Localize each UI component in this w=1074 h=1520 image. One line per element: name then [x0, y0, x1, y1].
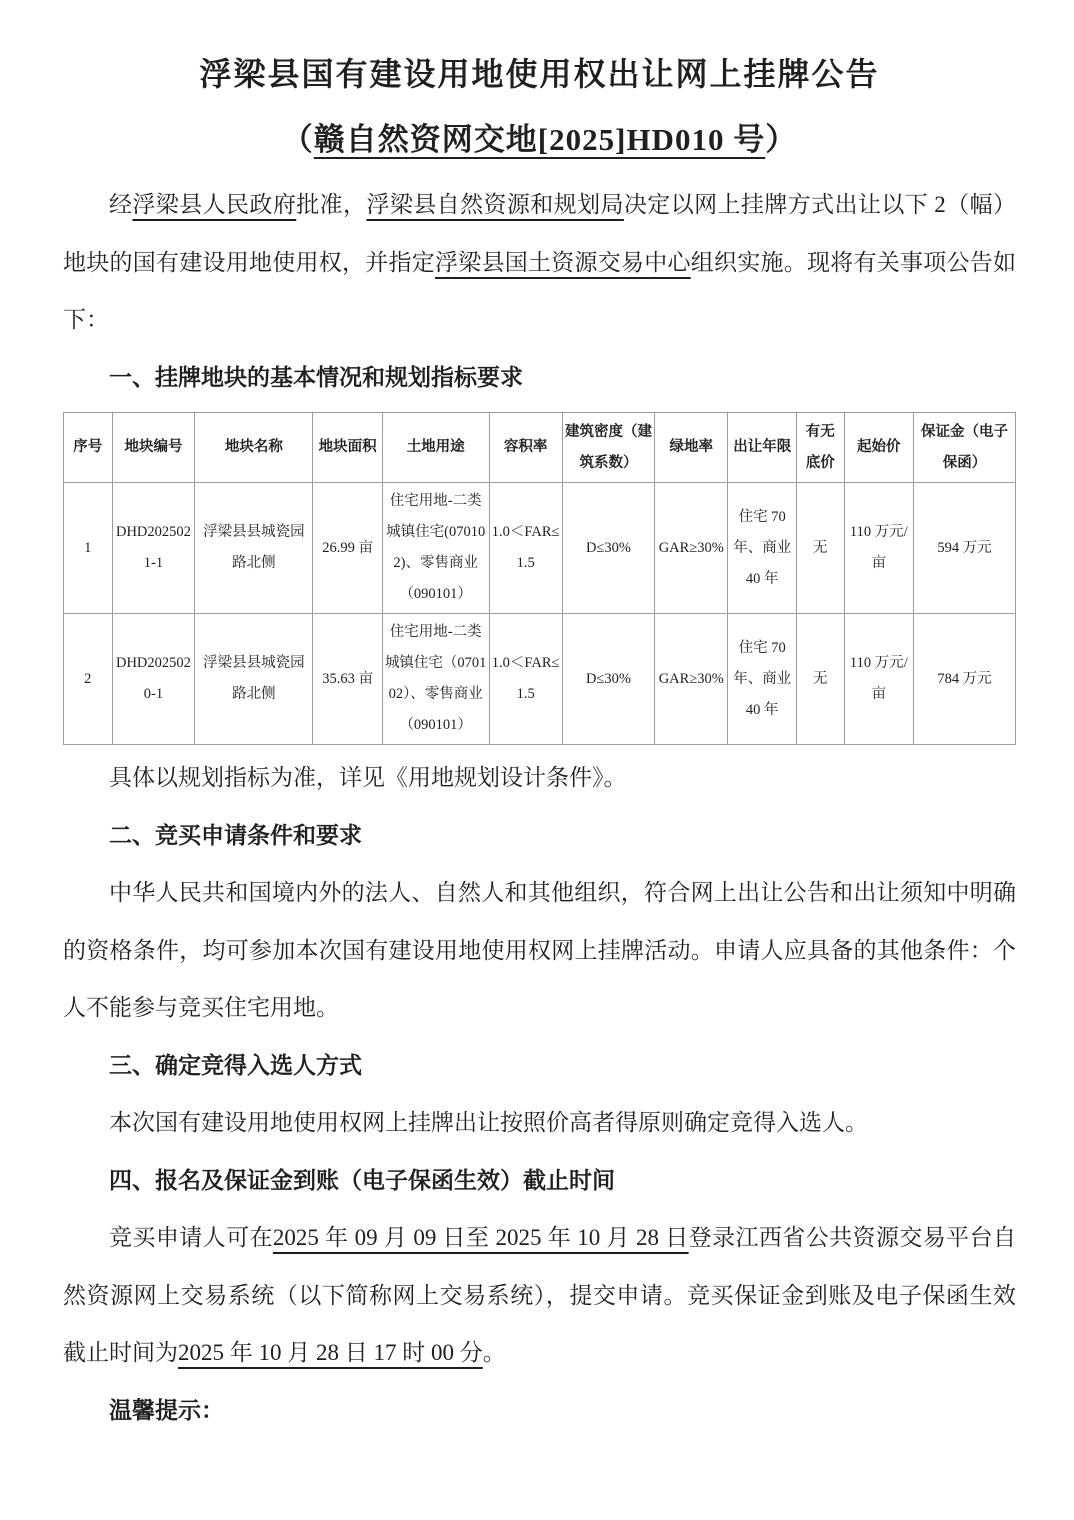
intro-text: 决定以网上挂牌方式出让以下 2（幅）地块的国有建设用地使用权，并指定	[63, 192, 1017, 275]
document-number: 赣自然资网交地[2025]HD010 号	[313, 122, 766, 157]
table-cell: 110 万元/亩	[844, 614, 913, 745]
table-cell: DHD2025021-1	[112, 483, 195, 614]
col-header-area: 地块面积	[313, 413, 382, 483]
table-cell: 无	[796, 483, 844, 614]
col-header-plot-ratio: 容积率	[489, 413, 562, 483]
intro-text: 组织实施。现将有关事项公告如下：	[63, 249, 1016, 332]
col-header-building-density: 建筑密度（建筑系数）	[562, 413, 654, 483]
table-header-row	[64, 413, 1016, 483]
table-cell: D≤30%	[562, 614, 654, 745]
intro-text: 经	[109, 192, 133, 217]
section1-heading: 一、挂牌地块的基本情况和规划指标要求	[109, 364, 523, 390]
table-cell: 594 万元	[914, 483, 1016, 614]
col-header-parcel-id: 地块编号	[112, 413, 195, 483]
section3-heading: 三、确定竞得入选人方式	[109, 1052, 362, 1078]
deadline-text: 。	[482, 1340, 506, 1365]
approving-authority: 浮梁县人民政府	[132, 192, 297, 217]
section3-paragraph: 本次国有建设用地使用权网上挂牌出让按照价高者得原则确定竞得入选人。	[109, 1110, 868, 1135]
deposit-deadline: 2025 年 10 月 28 日 17 时 00 分	[178, 1340, 483, 1365]
table-note: 具体以规划指标为准，详见《用地规划设计条件》。	[109, 765, 627, 790]
table-cell: 1.0＜FAR≤1.5	[489, 614, 562, 745]
table-cell: 110 万元/亩	[844, 483, 913, 614]
table-cell: 住宅 70 年、商业 40 年	[728, 483, 797, 614]
table-cell: GAR≥30%	[655, 483, 728, 614]
table-cell: 无	[796, 614, 844, 745]
table-cell: 住宅用地-二类城镇住宅（070102）、零售商业（090101）	[382, 614, 489, 745]
intro-text: 批准，	[296, 192, 367, 217]
table-cell: DHD2025020-1	[112, 614, 195, 745]
col-header-starting-price: 起始价	[844, 413, 913, 483]
col-header-deposit: 保证金（电子保函）	[914, 413, 1016, 483]
table-cell: 浮梁县县城瓷园路北侧	[195, 614, 313, 745]
registration-period: 2025 年 09 月 09 日至 2025 年 10 月 28 日	[272, 1225, 689, 1250]
table-cell: 1.0＜FAR≤1.5	[489, 483, 562, 614]
subtitle-open-paren: （	[281, 122, 314, 157]
trading-center: 浮梁县国土资源交易中心	[435, 249, 691, 275]
table-cell: 26.99 亩	[313, 483, 382, 614]
subtitle-close-paren: ）	[765, 122, 798, 157]
col-header-tenure: 出让年限	[728, 413, 797, 483]
table-cell: D≤30%	[562, 483, 654, 614]
section4-heading: 四、报名及保证金到账（电子保函生效）截止时间	[109, 1167, 615, 1193]
table-cell: 1	[64, 483, 113, 614]
col-header-seq: 序号	[64, 413, 113, 483]
table-row-parcel-2	[64, 614, 1016, 745]
table-cell: 住宅 70 年、商业 40 年	[728, 614, 797, 745]
page-title: 浮梁县国有建设用地使用权出让网上挂牌公告	[199, 56, 880, 92]
section2-paragraph: 中华人民共和国境内外的法人、自然人和其他组织，符合网上出让公告和出让须知中明确的资格条件，均可参加本次国有建设用地使用权网上挂牌活动。申请人应具备的其他条件：个人不能参与竞买住宅用地。	[63, 880, 1016, 1020]
col-header-land-use: 土地用途	[382, 413, 489, 483]
table-cell: 浮梁县县城瓷园路北侧	[195, 483, 313, 614]
table-cell: 35.63 亩	[313, 614, 382, 745]
tips-heading: 温馨提示：	[109, 1397, 224, 1423]
deadline-text: 竞买申请人可在	[109, 1225, 273, 1250]
page-subtitle	[63, 120, 1016, 160]
table-cell: GAR≥30%	[655, 614, 728, 745]
intro-paragraph	[63, 176, 1016, 349]
section2-heading: 二、竞买申请条件和要求	[109, 822, 362, 848]
col-header-reserve-price: 有无底价	[796, 413, 844, 483]
col-header-parcel-name: 地块名称	[195, 413, 313, 483]
table-cell: 784 万元	[914, 614, 1016, 745]
col-header-green-ratio: 绿地率	[655, 413, 728, 483]
issuing-bureau: 浮梁县自然资源和规划局	[366, 192, 624, 217]
table-cell: 2	[64, 614, 113, 745]
land-parcels-table	[63, 412, 1016, 745]
table-cell: 住宅用地-二类城镇住宅(070102)、零售商业（090101）	[382, 483, 489, 614]
table-row-parcel-1	[64, 483, 1016, 614]
deadline-text: 登录江西省公共资源交易平台自然资源网上交易系统（以下简称网上交易系统），提交申请。竞买保证金到账及电子保函生效截止时间为	[63, 1225, 1017, 1365]
section4-paragraph	[63, 1209, 1016, 1382]
